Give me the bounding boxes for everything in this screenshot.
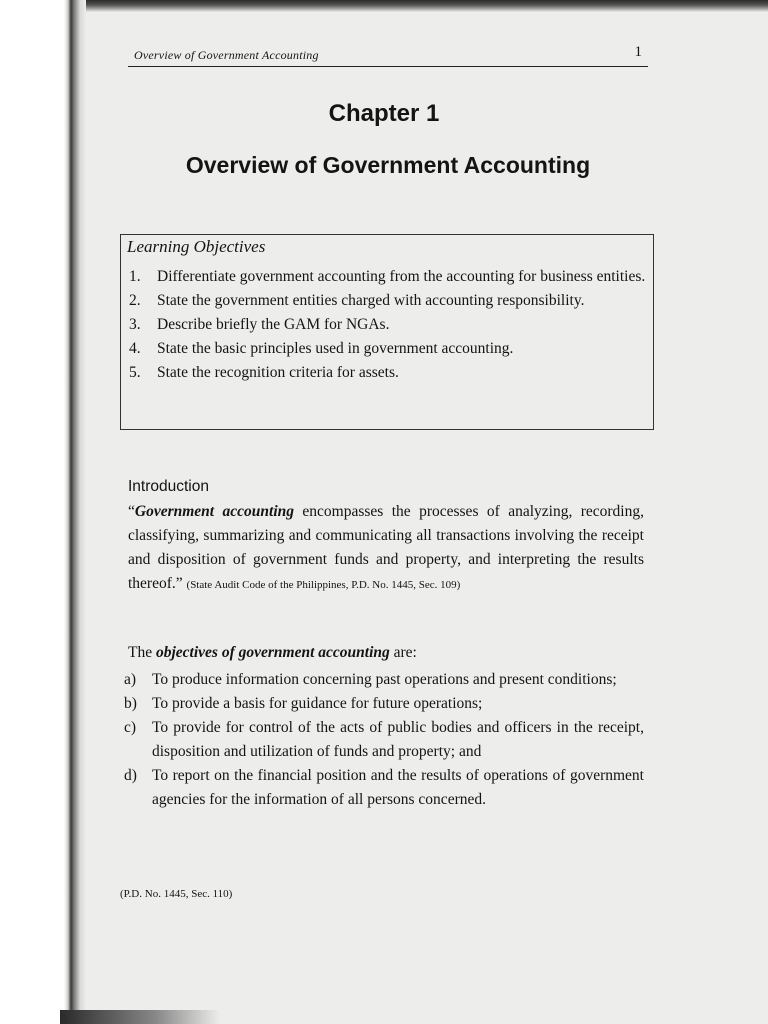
objective-list-item — [124, 668, 644, 692]
objective-list-item — [124, 716, 644, 764]
objective-letter: d) — [124, 767, 137, 784]
learning-objective-item — [129, 265, 647, 288]
objective-item-text: To produce information concerning past operations and present conditions; — [152, 671, 617, 688]
objective-item-text: To provide a basis for guidance for future operations; — [152, 695, 483, 712]
learning-objectives-heading: Learning Objectives — [127, 237, 266, 256]
introduction-paragraph — [128, 500, 644, 597]
learning-objectives-list — [129, 265, 647, 385]
learning-objectives-box — [120, 234, 654, 430]
reference-citation: (P.D. No. 1445, Sec. 110) — [120, 888, 233, 900]
learning-objective-item — [129, 337, 647, 360]
objective-letter: b) — [124, 695, 137, 712]
scan-bottom-edge — [60, 1010, 220, 1024]
objective-letter: a) — [124, 671, 137, 688]
introduction-body: encompasses the processes of analyzing, recording, classifying, summarizing and communicating all transactions involving the receipt and disposition of government funds and property, and interpreting the results thereof.” — [128, 503, 644, 592]
objective-number: 5. — [129, 364, 141, 381]
objectives-lead-prefix: The — [128, 644, 156, 661]
objectives-lead — [128, 644, 644, 662]
objective-letter: c) — [124, 719, 137, 736]
defined-term: Government accounting — [134, 503, 294, 520]
introduction-citation: (State Audit Code of the Philippines, P.D. No. 1445, Sec. 109) — [186, 579, 461, 591]
learning-objective-item — [129, 289, 647, 312]
objective-text: Differentiate government accounting from the accounting for business entities. — [157, 268, 646, 285]
objective-text: State the recognition criteria for assets. — [157, 364, 399, 381]
objective-item-text: To provide for control of the acts of public bodies and officers in the receipt, disposition and utilization of funds and property; and — [152, 719, 644, 760]
objective-list-item — [124, 764, 644, 812]
learning-objective-item — [129, 313, 647, 336]
objective-list-item — [124, 692, 644, 716]
objective-text: Describe briefly the GAM for NGAs. — [157, 316, 390, 333]
objective-item-text: To report on the financial position and the results of operations of government agencies for the information of all persons concerned. — [152, 767, 644, 808]
objective-text: State the government entities charged with accounting responsibility. — [157, 292, 585, 309]
objectives-lead-suffix: are: — [389, 644, 417, 661]
objective-number: 4. — [129, 340, 141, 357]
learning-objective-item — [129, 361, 647, 384]
running-title: Overview of Government Accounting — [134, 48, 319, 62]
objective-number: 3. — [129, 316, 141, 333]
page-number: 1 — [634, 44, 642, 60]
scan-book-spine — [0, 0, 86, 1024]
running-header — [128, 40, 648, 67]
scan-top-edge — [0, 0, 768, 12]
objective-text: State the basic principles used in government accounting. — [157, 340, 514, 357]
chapter-title: Overview of Government Accounting — [185, 152, 591, 178]
objectives-lead-term: objectives of government accounting — [155, 644, 390, 661]
quote-mark: “ — [128, 503, 135, 520]
government-accounting-objectives-list — [124, 668, 644, 812]
chapter-label: Chapter 1 — [328, 100, 440, 127]
introduction-heading: Introduction — [128, 478, 209, 495]
objective-number: 2. — [129, 292, 141, 309]
objective-number: 1. — [129, 268, 141, 285]
